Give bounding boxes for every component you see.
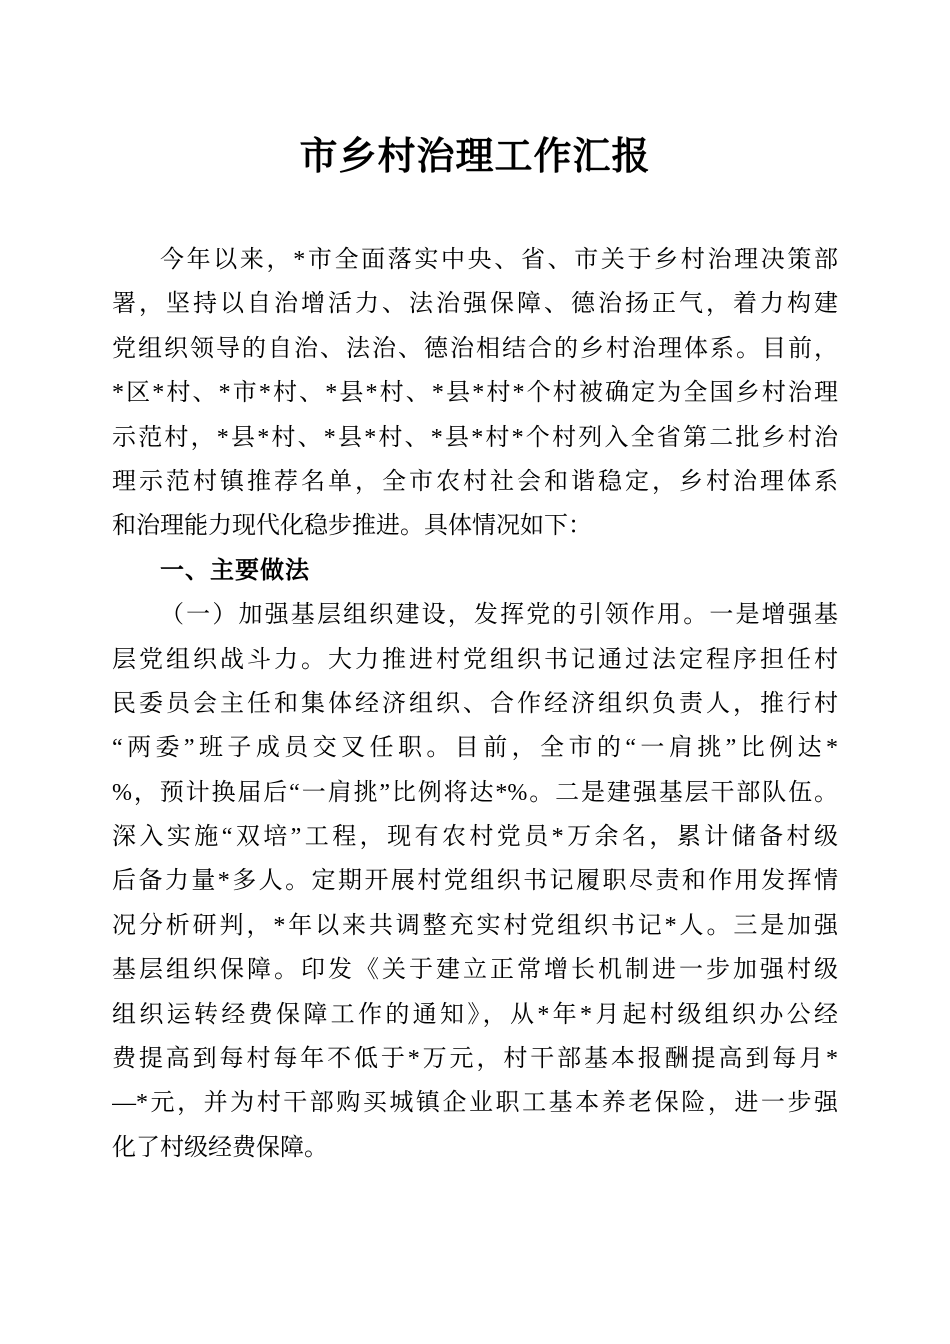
text-line: 民委员会主任和集体经济组织、合作经济组织负责人，推行村 — [112, 690, 838, 717]
text-line: 后备力量*多人。定期开展村党组织书记履职尽责和作用发挥情 — [112, 868, 838, 895]
text-line: 署，坚持以自治增活力、法治强保障、德治扬正气，着力构建 — [112, 291, 838, 318]
text-line: 费提高到每村每年不低于*万元，村干部基本报酬提高到每月* — [112, 1046, 838, 1073]
text-line: 党组织领导的自治、法治、德治相结合的乡村治理体系。目前， — [112, 335, 838, 362]
text-line: *区*村、*市*村、*县*村、*县*村*个村被确定为全国乡村治理 — [112, 380, 838, 407]
text-line: 基层组织保障。印发《关于建立正常增长机制进一步加强村级 — [112, 957, 838, 984]
text-line: 层党组织战斗力。大力推进村党组织书记通过法定程序担任村 — [112, 646, 838, 673]
text-line: 今年以来，*市全面落实中央、省、市关于乡村治理决策部 — [160, 247, 838, 273]
text-line: （一）加强基层组织建设，发挥党的引领作用。一是增强基 — [160, 602, 838, 629]
text-line: %，预计换届后“一肩挑”比例将达*%。二是建强基层干部队伍。 — [112, 779, 838, 806]
text-line: —*元，并为村干部购买城镇企业职工基本养老保险，进一步强 — [112, 1090, 838, 1117]
section-heading: 一、主要做法 — [160, 556, 310, 584]
document-title: 市乡村治理工作汇报 — [299, 136, 651, 178]
document-body — [112, 238, 838, 1170]
text-line: 况分析研判，*年以来共调整充实村党组织书记*人。三是加强 — [112, 912, 838, 939]
text-line: 深入实施“双培”工程，现有农村党员*万余名，累计储备村级 — [112, 824, 838, 851]
text-line: 示范村，*县*村、*县*村、*县*村*个村列入全省第二批乡村治 — [112, 424, 838, 451]
text-line: 组织运转经费保障工作的通知》，从*年*月起村级组织办公经 — [112, 1001, 838, 1028]
text-line: 理示范村镇推荐名单，全市农村社会和谐稳定，乡村治理体系 — [112, 468, 838, 495]
text-line: 和治理能力现代化稳步推进。具体情况如下： — [112, 513, 592, 540]
text-line: 化了村级经费保障。 — [112, 1134, 328, 1161]
text-line: “两委”班子成员交叉任职。目前，全市的“一肩挑”比例达* — [112, 735, 838, 762]
